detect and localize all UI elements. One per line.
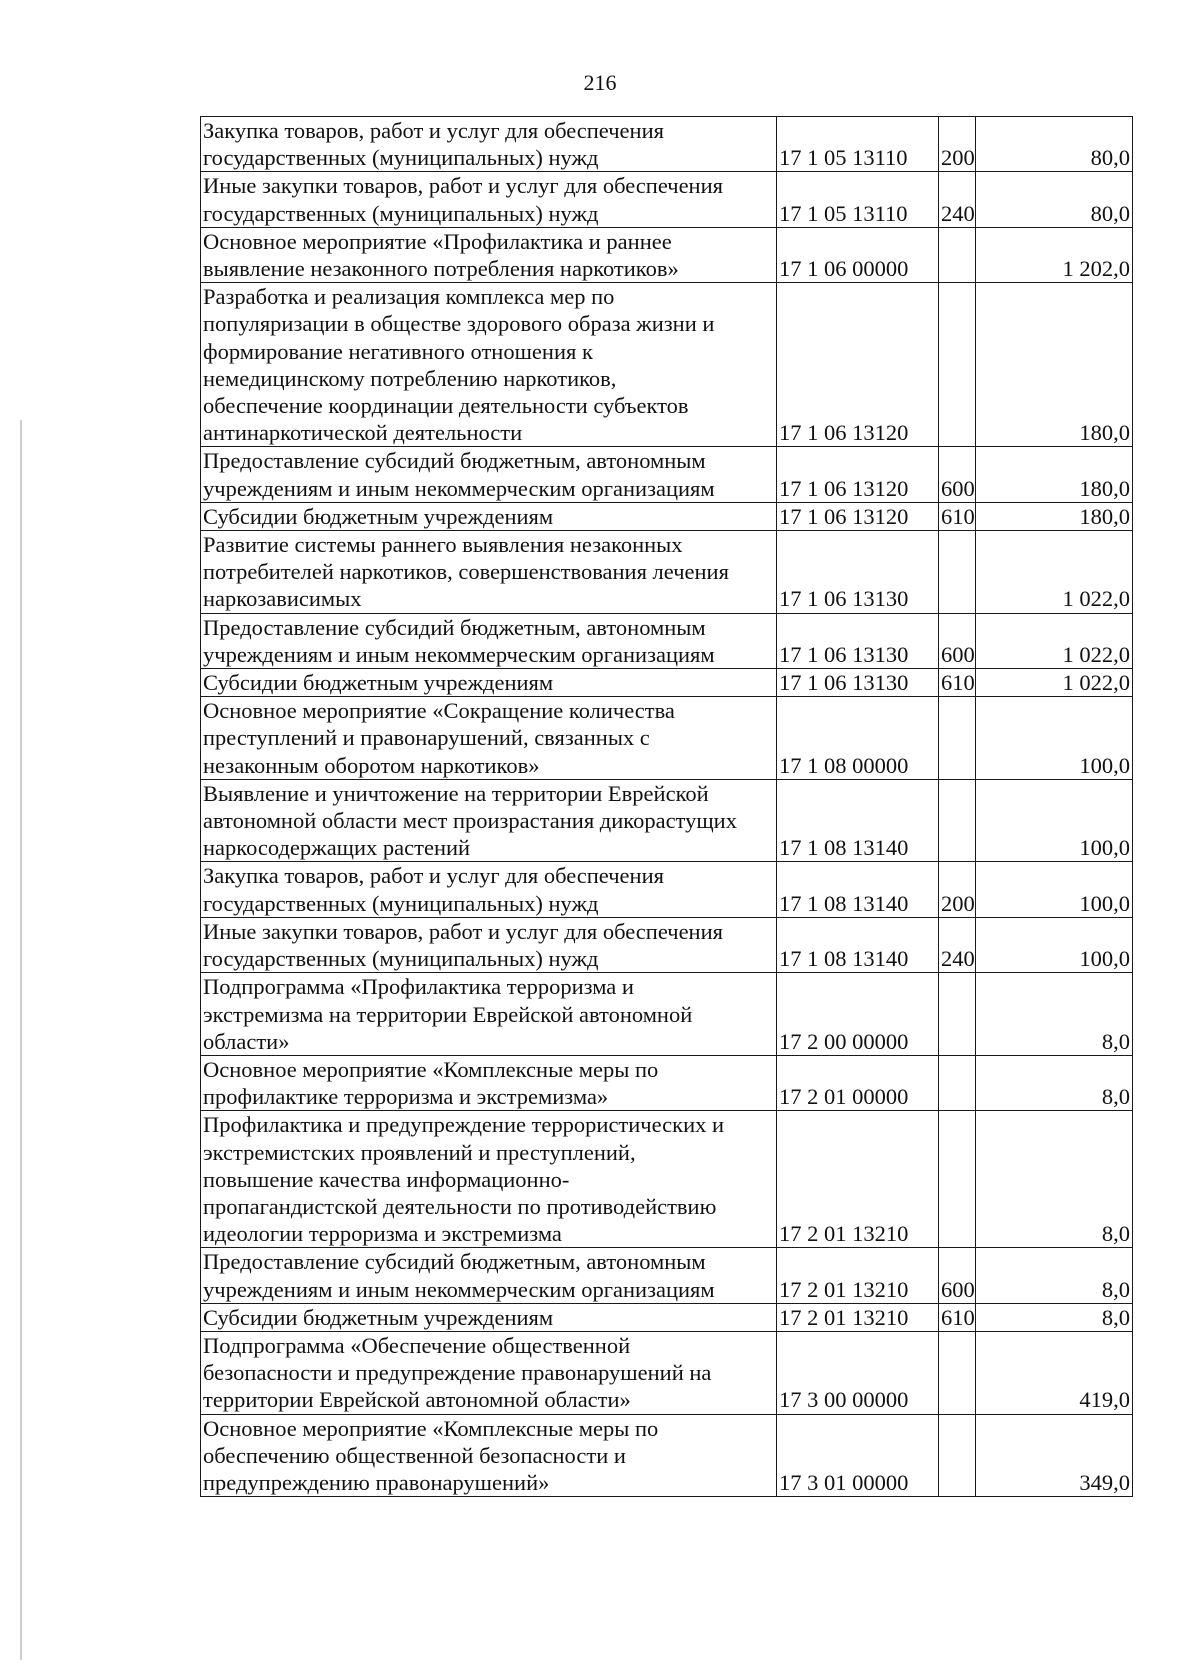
row-code-cell: 17 1 06 13120 [777, 283, 939, 447]
table-row [201, 862, 1133, 917]
row-amount-cell: 100,0 [976, 779, 1133, 862]
row-code-cell: 17 1 05 13110 [777, 117, 939, 172]
row-code-cell: 17 2 01 13210 [777, 1111, 939, 1248]
table-row [201, 1248, 1133, 1303]
row-amount-cell: 100,0 [976, 697, 1133, 780]
row-amount-cell: 8,0 [976, 1248, 1133, 1303]
row-name-cell: Предоставление субсидий бюджетным, автономным учреждениям и иным некоммерческим организациям [201, 1248, 777, 1303]
row-name-cell: Профилактика и предупреждение террористических и экстремистских проявлений и преступлений, повышение качества информационно- пропагандистской деятельности по противодействию идеологии терроризма и экстремизма [201, 1111, 777, 1248]
budget-table-body [201, 117, 1133, 1497]
table-row [201, 1414, 1133, 1497]
row-code-cell: 17 1 08 13140 [777, 779, 939, 862]
row-expense-type-cell: 240 [939, 917, 976, 972]
table-row [201, 669, 1133, 697]
row-expense-type-cell: 610 [939, 1303, 976, 1331]
table-row [201, 1055, 1133, 1110]
row-code-cell: 17 1 08 13140 [777, 917, 939, 972]
row-code-cell: 17 2 00 00000 [777, 973, 939, 1056]
row-code-cell: 17 1 06 13130 [777, 669, 939, 697]
scan-margin-line [20, 420, 22, 1660]
row-name-cell: Субсидии бюджетным учреждениям [201, 502, 777, 530]
table-row [201, 697, 1133, 780]
row-name-cell: Разработка и реализация комплекса мер по популяризации в обществе здорового образа жизни и формирование негативного отношения к немедицинскому потреблению наркотиков, обеспечение координации деятельности субъектов антинаркотической деятельности [201, 283, 777, 447]
row-amount-cell: 100,0 [976, 862, 1133, 917]
row-name-cell: Подпрограмма «Обеспечение общественной безопасности и предупреждение правонарушений на территории Еврейской автономной области» [201, 1331, 777, 1414]
row-code-cell: 17 2 01 13210 [777, 1303, 939, 1331]
row-code-cell: 17 1 06 13130 [777, 613, 939, 668]
row-code-cell: 17 1 08 00000 [777, 697, 939, 780]
row-name-cell: Предоставление субсидий бюджетным, автономным учреждениям и иным некоммерческим организациям [201, 447, 777, 502]
row-name-cell: Закупка товаров, работ и услуг для обеспечения государственных (муниципальных) нужд [201, 117, 777, 172]
row-code-cell: 17 1 06 13120 [777, 502, 939, 530]
row-code-cell: 17 1 08 13140 [777, 862, 939, 917]
row-expense-type-cell: 240 [939, 172, 976, 227]
row-name-cell: Выявление и уничтожение на территории Еврейской автономной области мест произрастания дикорастущих наркосодержащих растений [201, 779, 777, 862]
table-row [201, 1331, 1133, 1414]
row-expense-type-cell: 610 [939, 669, 976, 697]
row-name-cell: Основное мероприятие «Профилактика и раннее выявление незаконного потребления наркотиков» [201, 227, 777, 282]
row-name-cell: Закупка товаров, работ и услуг для обеспечения государственных (муниципальных) нужд [201, 862, 777, 917]
row-amount-cell: 80,0 [976, 172, 1133, 227]
row-expense-type-cell [939, 1414, 976, 1497]
row-amount-cell: 1 022,0 [976, 613, 1133, 668]
row-amount-cell: 180,0 [976, 502, 1133, 530]
row-expense-type-cell: 600 [939, 447, 976, 502]
row-name-cell: Субсидии бюджетным учреждениям [201, 1303, 777, 1331]
row-amount-cell: 180,0 [976, 447, 1133, 502]
row-amount-cell: 1 022,0 [976, 669, 1133, 697]
table-row [201, 227, 1133, 282]
row-expense-type-cell: 200 [939, 117, 976, 172]
row-expense-type-cell [939, 227, 976, 282]
row-name-cell: Иные закупки товаров, работ и услуг для обеспечения государственных (муниципальных) нужд [201, 172, 777, 227]
row-expense-type-cell: 610 [939, 502, 976, 530]
row-name-cell: Основное мероприятие «Комплексные меры по профилактике терроризма и экстремизма» [201, 1055, 777, 1110]
row-name-cell: Основное мероприятие «Комплексные меры по обеспечению общественной безопасности и предупреждению правонарушений» [201, 1414, 777, 1497]
row-code-cell: 17 3 00 00000 [777, 1331, 939, 1414]
row-name-cell: Подпрограмма «Профилактика терроризма и экстремизма на территории Еврейской автономной области» [201, 973, 777, 1056]
row-expense-type-cell [939, 697, 976, 780]
row-amount-cell: 8,0 [976, 1303, 1133, 1331]
table-row [201, 613, 1133, 668]
row-name-cell: Основное мероприятие «Сокращение количества преступлений и правонарушений, связанных с незаконным оборотом наркотиков» [201, 697, 777, 780]
row-expense-type-cell: 600 [939, 1248, 976, 1303]
row-amount-cell: 419,0 [976, 1331, 1133, 1414]
row-amount-cell: 349,0 [976, 1414, 1133, 1497]
table-row [201, 172, 1133, 227]
page-number: 216 [583, 70, 617, 95]
budget-table [200, 116, 1133, 1497]
table-row [201, 283, 1133, 447]
row-name-cell: Развитие системы раннего выявления незаконных потребителей наркотиков, совершенствования лечения наркозависимых [201, 531, 777, 614]
table-row [201, 779, 1133, 862]
table-row [201, 1303, 1133, 1331]
row-expense-type-cell [939, 779, 976, 862]
row-expense-type-cell: 200 [939, 862, 976, 917]
row-amount-cell: 80,0 [976, 117, 1133, 172]
row-amount-cell: 8,0 [976, 973, 1133, 1056]
row-code-cell: 17 1 06 13130 [777, 531, 939, 614]
row-expense-type-cell [939, 1055, 976, 1110]
row-expense-type-cell: 600 [939, 613, 976, 668]
table-row [201, 917, 1133, 972]
row-amount-cell: 1 022,0 [976, 531, 1133, 614]
row-name-cell: Предоставление субсидий бюджетным, автономным учреждениям и иным некоммерческим организациям [201, 613, 777, 668]
row-amount-cell: 1 202,0 [976, 227, 1133, 282]
row-expense-type-cell [939, 973, 976, 1056]
row-expense-type-cell [939, 1331, 976, 1414]
row-code-cell: 17 2 01 13210 [777, 1248, 939, 1303]
row-expense-type-cell [939, 1111, 976, 1248]
row-expense-type-cell [939, 283, 976, 447]
row-name-cell: Иные закупки товаров, работ и услуг для обеспечения государственных (муниципальных) нужд [201, 917, 777, 972]
row-amount-cell: 180,0 [976, 283, 1133, 447]
row-name-cell: Субсидии бюджетным учреждениям [201, 669, 777, 697]
table-row [201, 973, 1133, 1056]
row-code-cell: 17 1 06 00000 [777, 227, 939, 282]
row-amount-cell: 8,0 [976, 1111, 1133, 1248]
table-row [201, 502, 1133, 530]
table-row [201, 117, 1133, 172]
row-amount-cell: 100,0 [976, 917, 1133, 972]
row-code-cell: 17 2 01 00000 [777, 1055, 939, 1110]
row-code-cell: 17 1 05 13110 [777, 172, 939, 227]
row-amount-cell: 8,0 [976, 1055, 1133, 1110]
table-row [201, 447, 1133, 502]
row-expense-type-cell [939, 531, 976, 614]
row-code-cell: 17 1 06 13120 [777, 447, 939, 502]
table-row [201, 1111, 1133, 1248]
table-row [201, 531, 1133, 614]
row-code-cell: 17 3 01 00000 [777, 1414, 939, 1497]
